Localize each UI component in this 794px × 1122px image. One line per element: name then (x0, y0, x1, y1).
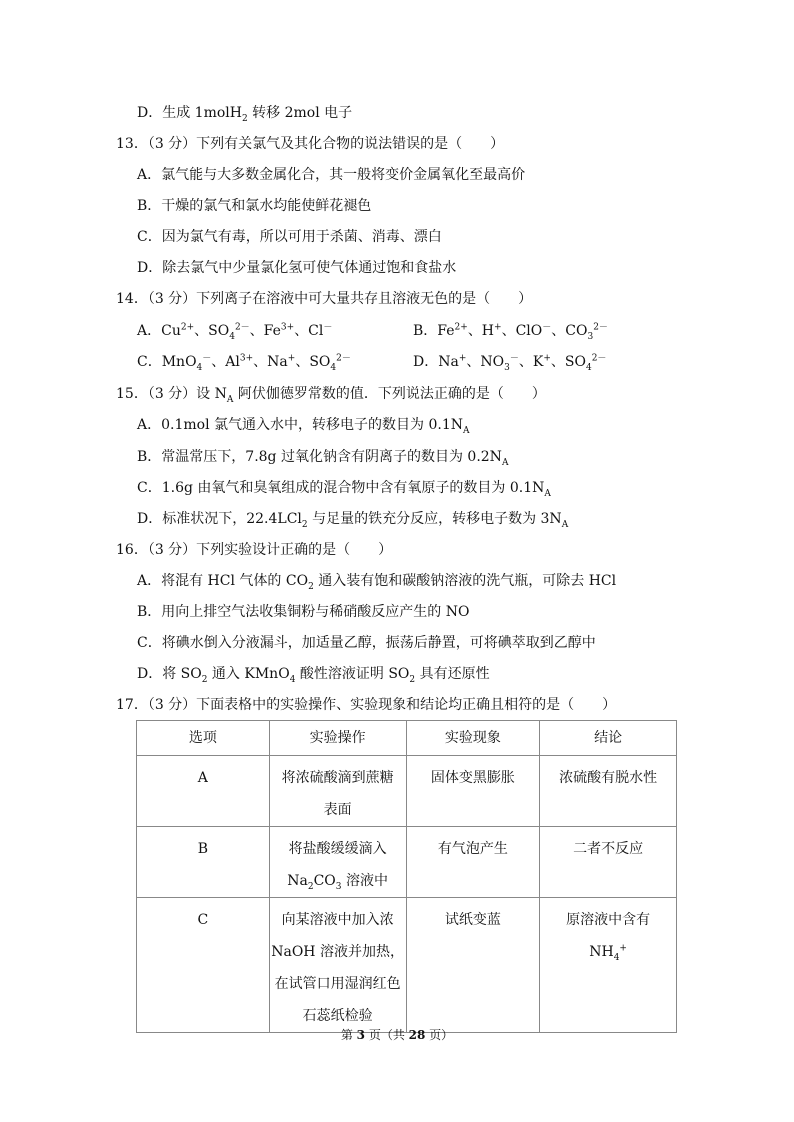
sup: + (543, 353, 551, 364)
t: 、H (467, 323, 495, 339)
cell-text: C (197, 912, 209, 928)
t: 具有还原性 (415, 666, 490, 682)
sub: A (561, 519, 569, 530)
total-pages: 28 (408, 1028, 426, 1042)
line: 在试管口用湿润红色 (274, 976, 401, 992)
line: 表面 (323, 802, 352, 818)
cell-option (137, 898, 270, 1033)
table-header-row (137, 721, 677, 756)
cell-operation (269, 898, 406, 1033)
t: 第 (340, 1028, 357, 1042)
q15-stem (116, 384, 546, 404)
sup: 3+ (280, 322, 295, 333)
q13-option-d: D．除去氯气中少量氯化氢可使气体通过饱和食盐水 (137, 260, 457, 276)
sup: － (323, 322, 333, 333)
table-row (137, 827, 677, 898)
cell-text (270, 898, 406, 1032)
text: D．生成 1molH (137, 105, 242, 121)
sup: 2－ (593, 322, 608, 333)
cell-text: A (197, 770, 208, 786)
cell-operation (269, 827, 406, 898)
cell-phenomenon (406, 756, 540, 827)
page-footer (0, 1026, 794, 1043)
sub: 4 (229, 331, 235, 342)
t: 、Al (211, 354, 240, 370)
cell-text: 二者不反应 (573, 841, 644, 857)
line: 将浓硫酸滴到蔗糖 (281, 770, 394, 786)
t: C．1.6g 由氧气和臭氧组成的混合物中含有氧原子的数目为 0.1N (137, 480, 545, 496)
sup: + (494, 322, 502, 333)
cell-conclusion (540, 898, 677, 1033)
sup: + (619, 943, 627, 954)
cell-option (137, 756, 270, 827)
line: 向某溶液中加入浓 (281, 912, 394, 928)
q15-option-a (137, 415, 469, 435)
sub: 2 (201, 674, 208, 685)
header-conclusion: 结论 (540, 721, 677, 756)
t: 、ClO (501, 323, 543, 339)
q15-option-b (137, 447, 508, 467)
sub: A (501, 457, 509, 468)
q14-option-d (413, 352, 606, 372)
q14-stem: 14．（3 分）下列离子在溶液中可大量共存且溶液无色的是（ ） (116, 291, 533, 307)
sup: 2－ (591, 353, 607, 364)
t: 、Cl (294, 323, 324, 339)
cell-text: B (197, 841, 208, 857)
q14-option-c (137, 352, 351, 372)
q16-option-b: B．用向上排空气法收集铜粉与稀硝酸反应产生的 NO (137, 604, 470, 620)
t: C．MnO (137, 354, 197, 370)
t: 、Na (253, 354, 288, 370)
cell-phenomenon (406, 898, 540, 1033)
line: NaOH 溶液并加热， (271, 944, 404, 960)
q15-option-d (137, 509, 568, 529)
sup: 2+ (180, 322, 195, 333)
sub: 2 (409, 674, 416, 685)
t: 阿伏伽德罗常数的值．下列说法正确的是（ ） (233, 386, 546, 402)
t: 页） (425, 1028, 454, 1042)
t: 酸性溶液证明 SO (295, 666, 410, 682)
q15-option-c (137, 478, 551, 498)
t: A．将混有 HCl 气体的 CO (137, 573, 309, 589)
t: D．将 SO (137, 666, 202, 682)
q16-option-d (137, 664, 490, 684)
text: 转移 2mol 电子 (247, 105, 353, 121)
t: A．Cu (137, 323, 181, 339)
sub: 4 (289, 674, 296, 685)
cell-conclusion (540, 756, 677, 827)
cell-operation (269, 756, 406, 827)
sup: － (509, 353, 519, 364)
line: 将盐酸缓缓滴入 (288, 841, 387, 857)
sub: A (462, 425, 470, 436)
header-operation: 实验操作 (269, 721, 406, 756)
sup: 2－ (336, 353, 351, 364)
sub: 2 (308, 581, 314, 592)
q12-option-d (137, 103, 352, 123)
t: D．Na (413, 354, 459, 370)
q13-option-c: C．因为氯气有毒，所以可用于杀菌、消毒、漂白 (137, 229, 442, 245)
t: 页（共 (365, 1028, 409, 1042)
t: 、K (518, 354, 544, 370)
cell-conclusion (540, 827, 677, 898)
cell-text (270, 827, 406, 897)
t: 、CO (551, 323, 588, 339)
t: 、NO (466, 354, 505, 370)
table-row (137, 898, 677, 1033)
sup: 3+ (239, 353, 254, 364)
q13-option-b: B．干燥的氯气和氯水均能使鲜花褪色 (137, 198, 372, 214)
sub: 2 (307, 881, 314, 892)
page-number: 3 (356, 1028, 365, 1042)
t: Na (287, 873, 308, 889)
t: 溶液中 (341, 873, 388, 889)
sub: 4 (196, 362, 203, 373)
line: 石蕊纸检验 (302, 1008, 373, 1024)
t: 、Fe (249, 323, 281, 339)
sub: A (544, 488, 551, 499)
cell-option (137, 827, 270, 898)
sup: + (458, 353, 467, 364)
q16-option-c: C．将碘水倒入分液漏斗，加适量乙醇，振荡后静置，可将碘萃取到乙醇中 (137, 635, 596, 651)
q13-option-a: A．氯气能与大多数金属化合，其一般将变价金属氧化至最高价 (137, 167, 526, 183)
t: 、SO (295, 354, 331, 370)
t: NH (589, 944, 614, 960)
cell-text: 试纸变蓝 (444, 912, 501, 928)
t: 、SO (194, 323, 230, 339)
t: 与足量的铁充分反应，转移电子数为 3N (307, 511, 562, 527)
subscript: 2 (241, 113, 248, 124)
sub: 3 (335, 881, 342, 892)
line: 原溶液中含有 (566, 912, 651, 928)
t: A．0.1mol 氯气通入水中，转移电子的数目为 0.1N (137, 417, 463, 433)
t: 通入装有饱和碳酸钠溶液的洗气瓶，可除去 HCl (313, 573, 617, 589)
sup: + (287, 353, 296, 364)
t: B．Fe (413, 323, 455, 339)
q14-option-a (137, 321, 332, 341)
q13-stem: 13．（3 分）下列有关氯气及其化合物的说法错误的是（ ） (116, 136, 505, 152)
t: 通入 KMnO (207, 666, 290, 682)
sub: A (226, 394, 234, 405)
experiment-table (136, 720, 677, 1033)
sup: － (542, 322, 552, 333)
line (270, 865, 406, 897)
header-phenomenon: 实验现象 (406, 721, 540, 756)
cell-text: 浓硫酸有脱水性 (559, 770, 658, 786)
q16-option-a (137, 571, 616, 591)
sub: 3 (587, 331, 594, 342)
q14-option-b (413, 321, 608, 341)
q17-stem: 17．（3 分）下面表格中的实验操作、实验现象和结论均正确且相符的是（ ） (116, 697, 617, 713)
line (540, 936, 676, 968)
q16-stem: 16．（3 分）下列实验设计正确的是（ ） (116, 542, 393, 558)
sub: 4 (613, 952, 620, 963)
sub: 4 (585, 362, 592, 373)
sub: 2 (301, 519, 308, 530)
sup: － (202, 353, 212, 364)
sub: 3 (504, 362, 510, 373)
t: CO (313, 873, 336, 889)
cell-text (540, 898, 676, 968)
cell-text: 固体变黑膨胀 (430, 770, 515, 786)
t: D．标准状况下，22.4LCl (137, 511, 302, 527)
cell-text (270, 756, 406, 826)
cell-text: 有气泡产生 (437, 841, 508, 857)
t: 、SO (550, 354, 586, 370)
sup: 2－ (234, 322, 250, 333)
table-row (137, 756, 677, 827)
t: B．常温常压下，7.8g 过氧化钠含有阴离子的数目为 0.2N (137, 449, 502, 465)
sub: 4 (330, 362, 337, 373)
t: 15．（3 分）设 N (116, 386, 227, 402)
sup: 2+ (454, 322, 468, 333)
cell-phenomenon (406, 827, 540, 898)
header-option: 选项 (137, 721, 270, 756)
